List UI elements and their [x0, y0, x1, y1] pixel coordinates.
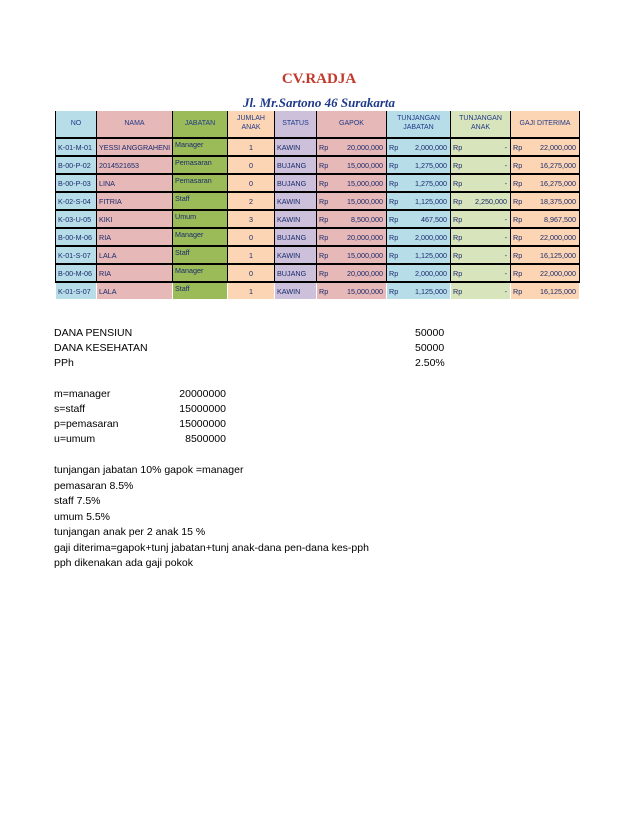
cell-text: 2014521653: [99, 160, 139, 170]
currency-label: Rp: [513, 142, 523, 152]
cell-jabatan[interactable]: [173, 193, 227, 209]
cell-gapok[interactable]: [317, 193, 386, 209]
amount-value: 18,375,000: [540, 196, 576, 206]
cell-tj[interactable]: [387, 211, 450, 227]
cell-tj[interactable]: [387, 265, 450, 281]
amount-value: 15,000,000: [347, 250, 383, 260]
cell-nama[interactable]: [97, 193, 172, 209]
hdr-status: STATUS: [275, 111, 316, 137]
cell-tj[interactable]: [387, 139, 450, 155]
salary-code-label: s=staff: [54, 403, 86, 415]
currency-label: Rp: [513, 160, 523, 170]
cell-gapok[interactable]: [317, 247, 386, 263]
cell-tj[interactable]: [387, 229, 450, 245]
cell-text: BUJANG: [277, 160, 307, 170]
currency-label: Rp: [453, 214, 463, 224]
cell-ta[interactable]: [451, 247, 510, 263]
cell-text: K-02-S-04: [58, 196, 91, 206]
deduction-label: DANA PENSIUN: [54, 327, 133, 339]
cell-text: Pemasaran: [175, 176, 212, 185]
cell-gaji[interactable]: [511, 157, 579, 173]
amount-value: 1,275,000: [415, 178, 447, 188]
cell-ta[interactable]: [451, 157, 510, 173]
cell-no[interactable]: [56, 211, 96, 227]
cell-text: BUJANG: [277, 232, 307, 242]
cell-status[interactable]: [275, 265, 316, 281]
amount-value: 20,000,000: [347, 142, 383, 152]
cell-no[interactable]: [56, 265, 96, 281]
cell-text: 1: [249, 142, 253, 152]
amount-value: -: [504, 178, 507, 188]
deduction-value: 50000: [415, 327, 445, 339]
currency-label: Rp: [513, 250, 523, 260]
cell-jabatan[interactable]: [173, 157, 227, 173]
amount-value: 15,000,000: [347, 196, 383, 206]
cell-gaji[interactable]: [511, 247, 579, 263]
hdr-no: NO: [56, 111, 96, 137]
cell-ta[interactable]: [451, 265, 510, 281]
cell-nama[interactable]: [97, 139, 172, 155]
deduction-value: 50000: [415, 342, 445, 354]
amount-value: 2,000,000: [415, 232, 447, 242]
amount-value: 1,125,000: [415, 250, 447, 260]
cell-ta[interactable]: [451, 229, 510, 245]
cell-gaji[interactable]: [511, 283, 579, 299]
cell-text: LALA: [99, 286, 117, 296]
cell-gaji[interactable]: [511, 175, 579, 191]
cell-anak[interactable]: [228, 193, 274, 209]
currency-label: Rp: [319, 268, 329, 278]
cell-anak[interactable]: [228, 157, 274, 173]
cell-status[interactable]: [275, 193, 316, 209]
cell-no[interactable]: [56, 247, 96, 263]
hdr-jabatan: JABATAN: [173, 111, 227, 137]
cell-text: KAWIN: [277, 142, 301, 152]
cell-text: Manager: [175, 230, 204, 239]
cell-text: Staff: [175, 284, 190, 293]
cell-gapok[interactable]: [317, 229, 386, 245]
cell-text: FITRIA: [99, 196, 122, 206]
cell-jabatan[interactable]: [173, 139, 227, 155]
cell-text: Manager: [175, 140, 204, 149]
cell-text: 1: [249, 286, 253, 296]
hdr-nama: NAMA: [97, 111, 172, 137]
cell-no[interactable]: [56, 139, 96, 155]
cell-status[interactable]: [275, 283, 316, 299]
cell-nama[interactable]: [97, 265, 172, 281]
cell-jabatan[interactable]: [173, 211, 227, 227]
amount-value: 22,000,000: [540, 268, 576, 278]
cell-text: Manager: [175, 266, 204, 275]
cell-text: KAWIN: [277, 286, 301, 296]
cell-gaji[interactable]: [511, 193, 579, 209]
currency-label: Rp: [453, 268, 463, 278]
currency-label: Rp: [319, 232, 329, 242]
currency-label: Rp: [319, 214, 329, 224]
cell-ta[interactable]: [451, 193, 510, 209]
deduction-label: DANA KESEHATAN: [54, 342, 148, 354]
cell-no[interactable]: [56, 157, 96, 173]
cell-text: LINA: [99, 178, 115, 188]
cell-status[interactable]: [275, 247, 316, 263]
cell-no[interactable]: [56, 229, 96, 245]
currency-label: Rp: [319, 286, 329, 296]
rule-label: pph dikenakan ada gaji pokok: [54, 557, 193, 569]
currency-label: Rp: [453, 160, 463, 170]
cell-anak[interactable]: [228, 283, 274, 299]
amount-value: 1,125,000: [415, 196, 447, 206]
hdr-gaji-diterima: GAJI DITERIMA: [511, 111, 579, 137]
cell-no[interactable]: [56, 283, 96, 299]
cell-text: LALA: [99, 250, 117, 260]
amount-value: 8,500,000: [351, 214, 383, 224]
cell-anak[interactable]: [228, 229, 274, 245]
amount-value: 22,000,000: [540, 232, 576, 242]
cell-text: KAWIN: [277, 250, 301, 260]
salary-code-value: 15000000: [179, 403, 226, 415]
cell-gaji[interactable]: [511, 229, 579, 245]
cell-tj[interactable]: [387, 283, 450, 299]
cell-text: K-01-M-01: [58, 142, 92, 152]
salary-code-label: u=umum: [54, 433, 96, 445]
cell-text: B-00-M-06: [58, 232, 92, 242]
cell-status[interactable]: [275, 229, 316, 245]
cell-gapok[interactable]: [317, 211, 386, 227]
cell-anak[interactable]: [228, 247, 274, 263]
cell-no[interactable]: [56, 193, 96, 209]
amount-value: 15,000,000: [347, 160, 383, 170]
cell-gapok[interactable]: [317, 175, 386, 191]
salary-code-label: m=manager: [54, 388, 111, 400]
amount-value: 16,125,000: [540, 250, 576, 260]
amount-value: -: [504, 142, 507, 152]
currency-label: Rp: [453, 142, 463, 152]
hdr-jumlah-anak: JUMLAH ANAK: [228, 111, 274, 137]
currency-label: Rp: [453, 286, 463, 296]
amount-value: 16,125,000: [540, 286, 576, 296]
cell-text: YESSI ANGGRAHENI: [99, 142, 171, 152]
currency-label: Rp: [453, 196, 463, 206]
currency-label: Rp: [513, 214, 523, 224]
cell-nama[interactable]: [97, 211, 172, 227]
salary-code-label: p=pemasaran: [54, 418, 119, 430]
amount-value: 2,250,000: [475, 196, 507, 206]
cell-jabatan[interactable]: [173, 283, 227, 299]
currency-label: Rp: [389, 214, 399, 224]
cell-ta[interactable]: [451, 175, 510, 191]
amount-value: -: [504, 160, 507, 170]
payroll-table: [55, 111, 580, 296]
cell-anak[interactable]: [228, 175, 274, 191]
cell-nama[interactable]: [97, 247, 172, 263]
cell-tj[interactable]: [387, 247, 450, 263]
hdr-gapok: GAPOK: [317, 111, 386, 137]
amount-value: 1,125,000: [415, 286, 447, 296]
amount-value: 16,275,000: [540, 178, 576, 188]
cell-anak[interactable]: [228, 211, 274, 227]
cell-text: KAWIN: [277, 214, 301, 224]
cell-gapok[interactable]: [317, 283, 386, 299]
amount-value: 15,000,000: [347, 286, 383, 296]
cell-anak[interactable]: [228, 139, 274, 155]
cell-tj[interactable]: [387, 175, 450, 191]
cell-jabatan[interactable]: [173, 265, 227, 281]
currency-label: Rp: [319, 142, 329, 152]
cell-ta[interactable]: [451, 139, 510, 155]
cell-jabatan[interactable]: [173, 229, 227, 245]
amount-value: 22,000,000: [540, 142, 576, 152]
amount-value: 20,000,000: [347, 232, 383, 242]
rule-label: tunjangan jabatan 10% gapok =manager: [54, 464, 244, 476]
amount-value: 8,967,500: [544, 214, 576, 224]
cell-text: RIA: [99, 232, 111, 242]
cell-gapok[interactable]: [317, 265, 386, 281]
amount-value: 1,275,000: [415, 160, 447, 170]
cell-ta[interactable]: [451, 211, 510, 227]
amount-value: 467,500: [421, 214, 447, 224]
currency-label: Rp: [389, 250, 399, 260]
currency-label: Rp: [319, 178, 329, 188]
amount-value: -: [504, 268, 507, 278]
currency-label: Rp: [513, 286, 523, 296]
currency-label: Rp: [319, 196, 329, 206]
currency-label: Rp: [389, 142, 399, 152]
company-title: CV.RADJA: [281, 71, 357, 87]
currency-label: Rp: [389, 232, 399, 242]
cell-text: BUJANG: [277, 268, 307, 278]
cell-text: Pemasaran: [175, 158, 212, 167]
amount-value: 16,275,000: [540, 160, 576, 170]
cell-text: B-00-P-03: [58, 178, 91, 188]
cell-text: Staff: [175, 248, 190, 257]
cell-text: B-00-M-06: [58, 268, 92, 278]
cell-text: K-03-U-05: [58, 214, 92, 224]
amount-value: 2,000,000: [415, 142, 447, 152]
cell-status[interactable]: [275, 211, 316, 227]
cell-text: 0: [249, 268, 253, 278]
salary-code-value: 20000000: [179, 388, 226, 400]
currency-label: Rp: [513, 268, 523, 278]
currency-label: Rp: [513, 196, 523, 206]
rule-label: staff 7.5%: [54, 495, 101, 507]
cell-text: K-01-S-07: [58, 250, 91, 260]
cell-text: K-01-S-07: [58, 286, 91, 296]
currency-label: Rp: [319, 250, 329, 260]
currency-label: Rp: [453, 250, 463, 260]
currency-label: Rp: [389, 160, 399, 170]
cell-gapok[interactable]: [317, 157, 386, 173]
cell-status[interactable]: [275, 139, 316, 155]
hdr-tunjangan-jabatan: TUNJANGAN JABATAN: [387, 111, 450, 137]
salary-code-value: 15000000: [179, 418, 226, 430]
deduction-value: 2.50%: [415, 357, 445, 369]
cell-text: 3: [249, 214, 253, 224]
amount-value: -: [504, 286, 507, 296]
currency-label: Rp: [389, 178, 399, 188]
rule-label: pemasaran 8.5%: [54, 479, 134, 492]
currency-label: Rp: [453, 178, 463, 188]
cell-text: 0: [249, 160, 253, 170]
company-address: Jl. Mr.Sartono 46 Surakarta: [242, 95, 396, 110]
cell-ta[interactable]: [451, 283, 510, 299]
cell-anak[interactable]: [228, 265, 274, 281]
cell-text: KIKI: [99, 214, 113, 224]
cell-text: Staff: [175, 194, 190, 203]
currency-label: Rp: [513, 232, 523, 242]
currency-label: Rp: [389, 268, 399, 278]
currency-label: Rp: [453, 232, 463, 242]
cell-gaji[interactable]: [511, 265, 579, 281]
rule-label: tunjangan anak per 2 anak 15 %: [54, 526, 206, 538]
cell-nama[interactable]: [97, 157, 172, 173]
deduction-label: PPh: [54, 357, 74, 369]
cell-nama[interactable]: [97, 229, 172, 245]
cell-status[interactable]: [275, 175, 316, 191]
amount-value: 15,000,000: [347, 178, 383, 188]
cell-no[interactable]: [56, 175, 96, 191]
amount-value: 2,000,000: [415, 268, 447, 278]
hdr-tunjangan-anak: TUNJANGAN ANAK: [451, 111, 510, 137]
cell-tj[interactable]: [387, 157, 450, 173]
cell-gapok[interactable]: [317, 139, 386, 155]
rule-label: umum 5.5%: [54, 510, 111, 523]
currency-label: Rp: [389, 286, 399, 296]
cell-tj[interactable]: [387, 193, 450, 209]
currency-label: Rp: [389, 196, 399, 206]
cell-text: 0: [249, 178, 253, 188]
currency-label: Rp: [319, 160, 329, 170]
currency-label: Rp: [513, 178, 523, 188]
amount-value: 20,000,000: [347, 268, 383, 278]
cell-jabatan[interactable]: [173, 247, 227, 263]
cell-text: Umum: [175, 212, 197, 221]
cell-status[interactable]: [275, 157, 316, 173]
cell-gaji[interactable]: [511, 139, 579, 155]
amount-value: -: [504, 214, 507, 224]
cell-text: BUJANG: [277, 178, 307, 188]
cell-gaji[interactable]: [511, 211, 579, 227]
cell-text: RIA: [99, 268, 111, 278]
cell-text: 1: [249, 250, 253, 260]
cell-text: KAWIN: [277, 196, 301, 206]
cell-text: B-00-P-02: [58, 160, 91, 170]
rule-label: gaji diterima=gapok+tunj jabatan+tunj anak-dana pen-dana kes-pph: [54, 541, 369, 554]
amount-value: -: [504, 250, 507, 260]
cell-text: 0: [249, 232, 253, 242]
amount-value: -: [504, 232, 507, 242]
cell-nama[interactable]: [97, 175, 172, 191]
cell-nama[interactable]: [97, 283, 172, 299]
cell-text: 2: [249, 196, 253, 206]
salary-code-value: 8500000: [185, 433, 226, 445]
cell-jabatan[interactable]: [173, 175, 227, 191]
